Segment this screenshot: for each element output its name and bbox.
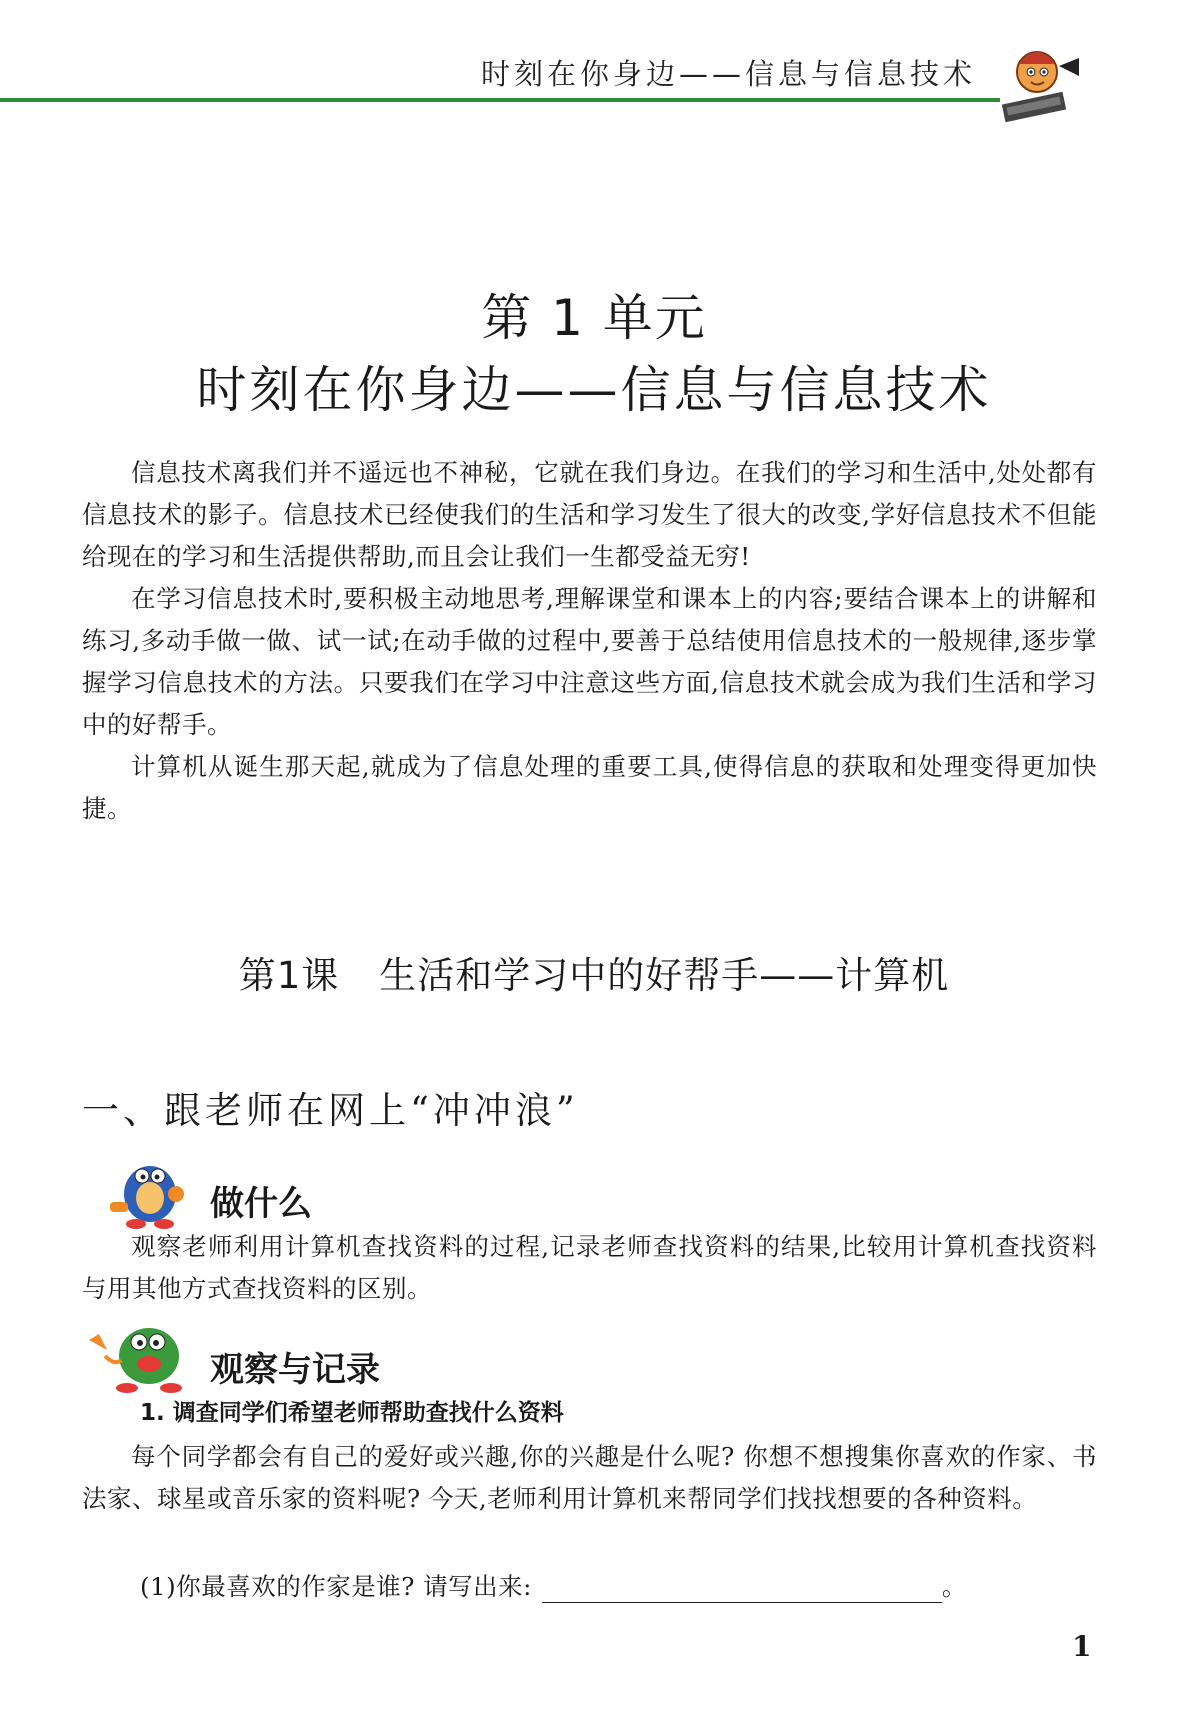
- section-heading: 一、跟老师在网上“冲冲浪”: [82, 1089, 579, 1132]
- green-mascot-icon: [85, 1316, 200, 1396]
- unit-title: 时刻在你身边——信息与信息技术: [196, 361, 992, 419]
- what-to-do-label: 做什么: [210, 1184, 312, 1224]
- what-to-do-text: [82, 1226, 1097, 1310]
- unit-number: 第 1 单元: [481, 289, 707, 347]
- item1-title: 1. 调查同学们希望老师帮助查找什么资料: [140, 1400, 564, 1426]
- question-1-end: 。: [941, 1572, 967, 1601]
- observe-label: 观察与记录: [210, 1350, 380, 1390]
- answer-blank[interactable]: [542, 1574, 942, 1603]
- what-to-do-paragraph: 观察老师利用计算机查找资料的过程,记录老师查找资料的结果,比较用计算机查找资料与用其他方式查找资料的区别。: [82, 1232, 1097, 1303]
- running-header: [0, 42, 1000, 102]
- item1-paragraph: 每个同学都会有自己的爱好或兴趣,你的兴趣是什么呢? 你想不想搜集你喜欢的作家、书法家、球星或音乐家的资料呢? 今天,老师利用计算机来帮同学们找找想要的各种资料。: [82, 1442, 1097, 1513]
- page-number: 1: [1072, 1630, 1092, 1663]
- lesson-number: 第1课: [238, 954, 340, 997]
- computer-mascot-icon: [995, 36, 1085, 126]
- intro-paragraph: 信息技术离我们并不遥远也不神秘，它就在我们身边。在我们的学习和生活中,处处都有信息技术的影子。信息技术已经使我们的生活和学习发生了很大的改变,学好信息技术不但能给现在的学习和生活提供帮助,而且会让我们一生都受益无穷!: [82, 458, 1097, 571]
- intro-paragraph: 计算机从诞生那天起,就成为了信息处理的重要工具,使得信息的获取和处理变得更加快捷。: [82, 752, 1097, 823]
- question-1: [140, 1568, 967, 1603]
- intro-paragraph: 在学习信息技术时,要积极主动地思考,理解课堂和课本上的内容;要结合课本上的讲解和练习,多动手做一做、试一试;在动手做的过程中,要善于总结使用信息技术的一般规律,逐步掌握学习信息技术的方法。只要我们在学习中注意这些方面,信息技术就会成为我们生活和学习中的好帮手。: [82, 584, 1097, 739]
- lesson-title: [0, 945, 1188, 999]
- item1-text: [82, 1436, 1097, 1520]
- header-rule: [0, 98, 1000, 102]
- intro-text: [82, 452, 1097, 830]
- lesson-name: 生活和学习中的好帮手——计算机: [379, 954, 950, 997]
- question-1-text: (1)你最喜欢的作家是谁? 请写出来:: [140, 1572, 532, 1601]
- blue-mascot-icon: [100, 1150, 200, 1230]
- running-header-title: 时刻在你身边——信息与信息技术: [480, 57, 976, 91]
